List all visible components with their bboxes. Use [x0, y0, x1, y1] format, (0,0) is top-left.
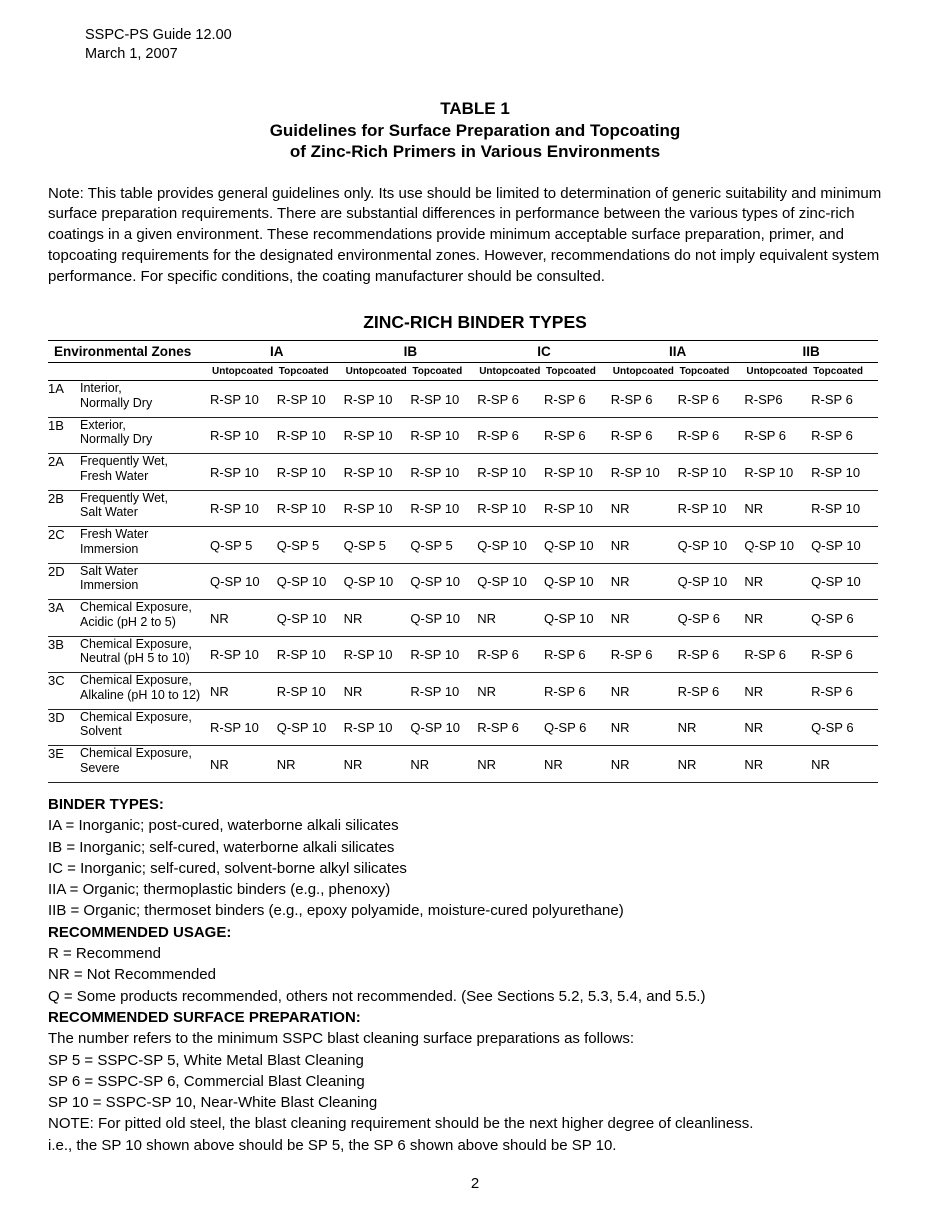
zone-code: 1A: [48, 381, 80, 418]
zone-description-line: Chemical Exposure,: [80, 709, 192, 724]
table-row: [48, 673, 878, 710]
cell-value: R-SP 10: [811, 490, 878, 527]
table-row: [48, 381, 878, 418]
zone-description-line: Alkaline (pH 10 to 12): [80, 687, 201, 702]
subheader-topcoated: Topcoated: [544, 363, 611, 381]
cell-value: NR: [678, 746, 745, 783]
zone-description-line: Neutral (pH 5 to 10): [80, 651, 190, 666]
cell-value: Q-SP 10: [544, 527, 611, 564]
cell-value: R-SP 6: [477, 417, 544, 454]
zone-description-line: Frequently Wet,: [80, 454, 169, 469]
cell-value: R-SP 10: [277, 381, 344, 418]
cell-value: Q-SP 6: [811, 600, 878, 637]
cell-value: Q-SP 6: [544, 709, 611, 746]
subheader-untopcoated: Untopcoated: [611, 363, 678, 381]
table-row: [48, 563, 878, 600]
cell-value: R-SP 10: [477, 454, 544, 491]
legend-line: IB = Inorganic; self-cured, waterborne alkali silicates: [48, 838, 395, 856]
table-row: [48, 417, 878, 454]
cell-value: R-SP 10: [344, 490, 411, 527]
cell-value: NR: [611, 673, 678, 710]
legend-line: NOTE: For pitted old steel, the blast cleaning requirement should be the next higher degree of cleanliness.: [48, 1115, 754, 1133]
subheader-untopcoated: Untopcoated: [477, 363, 544, 381]
cell-value: R-SP 6: [811, 673, 878, 710]
legend-heading: RECOMMENDED USAGE:: [48, 923, 232, 941]
cell-value: R-SP 10: [410, 454, 477, 491]
zone-description-line: Acidic (pH 2 to 5): [80, 614, 176, 629]
cell-value: R-SP 10: [477, 490, 544, 527]
table-row: [48, 636, 878, 673]
cell-value: Q-SP 5: [410, 527, 477, 564]
cell-value: R-SP 10: [410, 381, 477, 418]
cell-value: NR: [344, 746, 411, 783]
document-header: [85, 26, 902, 64]
cell-value: NR: [344, 600, 411, 637]
table-title-block: [48, 98, 902, 163]
cell-value: Q-SP 10: [410, 709, 477, 746]
cell-value: Q-SP 5: [344, 527, 411, 564]
zone-code: 3C: [48, 673, 80, 710]
cell-value: Q-SP 6: [678, 600, 745, 637]
table-title-line1: Guidelines for Surface Preparation and Topcoating: [269, 120, 681, 140]
cell-value: R-SP 6: [611, 636, 678, 673]
table-row: [48, 709, 878, 746]
cell-value: R-SP 10: [210, 709, 277, 746]
cell-value: NR: [210, 673, 277, 710]
zone-description: [80, 673, 210, 710]
legend-line: Q = Some products recommended, others not recommended. (See Sections 5.2, 5.3, 5.4, and 5.5.): [48, 987, 706, 1005]
cell-value: NR: [744, 563, 811, 600]
legend-heading: RECOMMENDED SURFACE PREPARATION:: [48, 1008, 361, 1026]
subheader-empty: [48, 363, 210, 381]
cell-value: Q-SP 10: [811, 563, 878, 600]
cell-value: R-SP 10: [611, 454, 678, 491]
cell-value: NR: [410, 746, 477, 783]
cell-value: Q-SP 10: [477, 527, 544, 564]
cell-value: Q-SP 10: [744, 527, 811, 564]
cell-value: Q-SP 10: [811, 527, 878, 564]
cell-value: R-SP 6: [678, 381, 745, 418]
cell-value: R-SP 10: [544, 490, 611, 527]
cell-value: R-SP 10: [344, 417, 411, 454]
cell-value: R-SP 6: [611, 381, 678, 418]
cell-value: R-SP 6: [544, 673, 611, 710]
cell-value: NR: [811, 746, 878, 783]
cell-value: Q-SP 5: [277, 527, 344, 564]
cell-value: NR: [611, 527, 678, 564]
group-header-ia: IA: [210, 341, 344, 363]
table-title-line2: of Zinc-Rich Primers in Various Environments: [289, 142, 661, 161]
zone-description-line: Severe: [80, 760, 120, 775]
cell-value: R-SP 6: [678, 673, 745, 710]
zone-code: 2C: [48, 527, 80, 564]
cell-value: R-SP 10: [410, 673, 477, 710]
table-number: TABLE 1: [440, 99, 510, 118]
zone-description: [80, 600, 210, 637]
zone-description: [80, 563, 210, 600]
cell-value: NR: [611, 563, 678, 600]
cell-value: R-SP 10: [544, 454, 611, 491]
cell-value: R-SP 10: [277, 417, 344, 454]
legend-line: IIB = Organic; thermoset binders (e.g., epoxy polyamide, moisture-cured polyurethane): [48, 902, 624, 920]
zone-description: [80, 454, 210, 491]
cell-value: R-SP 6: [544, 636, 611, 673]
cell-value: R-SP6: [744, 381, 811, 418]
legend-line: SP 5 = SSPC-SP 5, White Metal Blast Cleaning: [48, 1051, 364, 1069]
note-paragraph: Note: This table provides general guidelines only. Its use should be limited to determination of generic suitability and minimum surface preparation requirements. There are substantial differences in performance between the various types of zinc-rich coatings in a given environment. These recommendations provide minimum acceptable surface preparation, primer, and topcoating requirements for the designated environmental zones. However, recommendations do not imply equivalent system performance. For specific conditions, the coating manufacturer should be consulted.: [48, 184, 882, 285]
cell-value: Q-SP 10: [544, 563, 611, 600]
cell-value: R-SP 10: [210, 417, 277, 454]
cell-value: Q-SP 6: [811, 709, 878, 746]
legend-heading: BINDER TYPES:: [48, 795, 164, 813]
cell-value: Q-SP 10: [477, 563, 544, 600]
zone-code: 2B: [48, 490, 80, 527]
table-row: [48, 527, 878, 564]
legend: [48, 794, 902, 1156]
cell-value: R-SP 10: [344, 636, 411, 673]
zone-description: [80, 417, 210, 454]
cell-value: Q-SP 10: [410, 600, 477, 637]
cell-value: R-SP 6: [544, 417, 611, 454]
cell-value: R-SP 10: [678, 454, 745, 491]
cell-value: Q-SP 10: [344, 563, 411, 600]
legend-line: IIA = Organic; thermoplastic binders (e.g., phenoxy): [48, 881, 391, 899]
cell-value: R-SP 10: [410, 636, 477, 673]
cell-value: Q-SP 10: [678, 527, 745, 564]
cell-value: R-SP 10: [678, 490, 745, 527]
cell-value: NR: [744, 673, 811, 710]
cell-value: R-SP 10: [410, 490, 477, 527]
cell-value: NR: [477, 600, 544, 637]
zone-description-line: Interior,: [80, 381, 122, 396]
cell-value: NR: [611, 746, 678, 783]
zone-description-line: Normally Dry: [80, 395, 153, 410]
table-row: [48, 746, 878, 783]
cell-value: Q-SP 5: [210, 527, 277, 564]
doc-id: SSPC-PS Guide 12.00: [85, 27, 232, 43]
legend-line: R = Recommend: [48, 945, 161, 963]
group-header-row: [48, 341, 878, 363]
subheader-untopcoated: Untopcoated: [744, 363, 811, 381]
cell-value: Q-SP 10: [210, 563, 277, 600]
cell-value: R-SP 10: [277, 490, 344, 527]
cell-value: Q-SP 10: [277, 709, 344, 746]
table-row: [48, 454, 878, 491]
cell-value: R-SP 6: [678, 636, 745, 673]
legend-line: The number refers to the minimum SSPC blast cleaning surface preparations as follows:: [48, 1030, 635, 1048]
legend-line: i.e., the SP 10 shown above should be SP 5, the SP 6 shown above should be SP 10.: [48, 1136, 617, 1154]
cell-value: R-SP 6: [744, 417, 811, 454]
cell-value: R-SP 10: [277, 636, 344, 673]
legend-line: IC = Inorganic; self-cured, solvent-borne alkyl silicates: [48, 859, 407, 877]
cell-value: R-SP 6: [611, 417, 678, 454]
table-caption: ZINC-RICH BINDER TYPES: [363, 312, 587, 333]
zone-code: 2D: [48, 563, 80, 600]
zone-description: [80, 636, 210, 673]
cell-value: R-SP 10: [811, 454, 878, 491]
group-header-iia: IIA: [611, 341, 745, 363]
cell-value: NR: [611, 709, 678, 746]
table-row: [48, 600, 878, 637]
cell-value: NR: [210, 746, 277, 783]
env-zones-header: Environmental Zones: [48, 341, 210, 363]
zone-description: [80, 381, 210, 418]
cell-value: NR: [477, 673, 544, 710]
zone-description-line: Fresh Water: [80, 527, 149, 542]
cell-value: R-SP 10: [344, 381, 411, 418]
zone-description: [80, 527, 210, 564]
zone-description-line: Chemical Exposure,: [80, 746, 192, 761]
group-header-iib: IIB: [744, 341, 878, 363]
cell-value: NR: [210, 600, 277, 637]
doc-date: March 1, 2007: [85, 46, 178, 62]
subheader-untopcoated: Untopcoated: [344, 363, 411, 381]
zone-description-line: Frequently Wet,: [80, 490, 169, 505]
zone-description: [80, 746, 210, 783]
subheader-topcoated: Topcoated: [277, 363, 344, 381]
zone-description-line: Chemical Exposure,: [80, 636, 192, 651]
zone-description-line: Chemical Exposure,: [80, 673, 192, 688]
cell-value: Q-SP 10: [410, 563, 477, 600]
zone-description-line: Immersion: [80, 578, 139, 593]
cell-value: R-SP 10: [277, 673, 344, 710]
zinc-rich-binder-table: [48, 340, 878, 783]
legend-line: SP 6 = SSPC-SP 6, Commercial Blast Cleaning: [48, 1072, 365, 1090]
zone-code: 1B: [48, 417, 80, 454]
zone-description-line: Immersion: [80, 541, 139, 556]
subheader-row: [48, 363, 878, 381]
cell-value: R-SP 10: [210, 381, 277, 418]
cell-value: R-SP 6: [477, 636, 544, 673]
group-header-ic: IC: [477, 341, 611, 363]
cell-value: NR: [277, 746, 344, 783]
subheader-topcoated: Topcoated: [678, 363, 745, 381]
cell-value: R-SP 6: [477, 381, 544, 418]
cell-value: R-SP 10: [344, 454, 411, 491]
table-body: [48, 381, 878, 783]
page-number: 2: [470, 1175, 480, 1192]
legend-line: NR = Not Recommended: [48, 966, 216, 984]
zone-description-line: Solvent: [80, 724, 122, 739]
cell-value: R-SP 6: [544, 381, 611, 418]
cell-value: NR: [611, 490, 678, 527]
zone-description-line: Normally Dry: [80, 432, 153, 447]
zone-description-line: Salt Water: [80, 505, 138, 520]
cell-value: R-SP 10: [410, 417, 477, 454]
cell-value: R-SP 6: [744, 636, 811, 673]
cell-value: R-SP 10: [344, 709, 411, 746]
cell-value: NR: [611, 600, 678, 637]
legend-line: IA = Inorganic; post-cured, waterborne alkali silicates: [48, 817, 399, 835]
cell-value: NR: [544, 746, 611, 783]
table-row: [48, 490, 878, 527]
zone-code: 3D: [48, 709, 80, 746]
cell-value: NR: [344, 673, 411, 710]
zone-code: 3A: [48, 600, 80, 637]
cell-value: NR: [678, 709, 745, 746]
cell-value: R-SP 6: [811, 381, 878, 418]
cell-value: Q-SP 10: [544, 600, 611, 637]
zone-code: 3B: [48, 636, 80, 673]
cell-value: NR: [477, 746, 544, 783]
subheader-untopcoated: Untopcoated: [210, 363, 277, 381]
cell-value: NR: [744, 709, 811, 746]
cell-value: R-SP 6: [811, 417, 878, 454]
cell-value: Q-SP 10: [277, 563, 344, 600]
cell-value: Q-SP 10: [678, 563, 745, 600]
cell-value: NR: [744, 746, 811, 783]
zone-code: 2A: [48, 454, 80, 491]
cell-value: R-SP 6: [477, 709, 544, 746]
group-header-ib: IB: [344, 341, 478, 363]
cell-value: R-SP 10: [210, 490, 277, 527]
cell-value: R-SP 10: [744, 454, 811, 491]
subheader-topcoated: Topcoated: [410, 363, 477, 381]
cell-value: Q-SP 10: [277, 600, 344, 637]
zone-description-line: Fresh Water: [80, 468, 149, 483]
zone-code: 3E: [48, 746, 80, 783]
cell-value: R-SP 6: [811, 636, 878, 673]
zone-description-line: Salt Water: [80, 563, 138, 578]
legend-line: SP 10 = SSPC-SP 10, Near-White Blast Cleaning: [48, 1094, 378, 1112]
subheader-topcoated: Topcoated: [811, 363, 878, 381]
cell-value: R-SP 6: [678, 417, 745, 454]
zone-description: [80, 709, 210, 746]
zone-description-line: Exterior,: [80, 417, 126, 432]
cell-value: NR: [744, 490, 811, 527]
cell-value: R-SP 10: [277, 454, 344, 491]
zone-description: [80, 490, 210, 527]
cell-value: NR: [744, 600, 811, 637]
cell-value: R-SP 10: [210, 454, 277, 491]
cell-value: R-SP 10: [210, 636, 277, 673]
zone-description-line: Chemical Exposure,: [80, 600, 192, 615]
